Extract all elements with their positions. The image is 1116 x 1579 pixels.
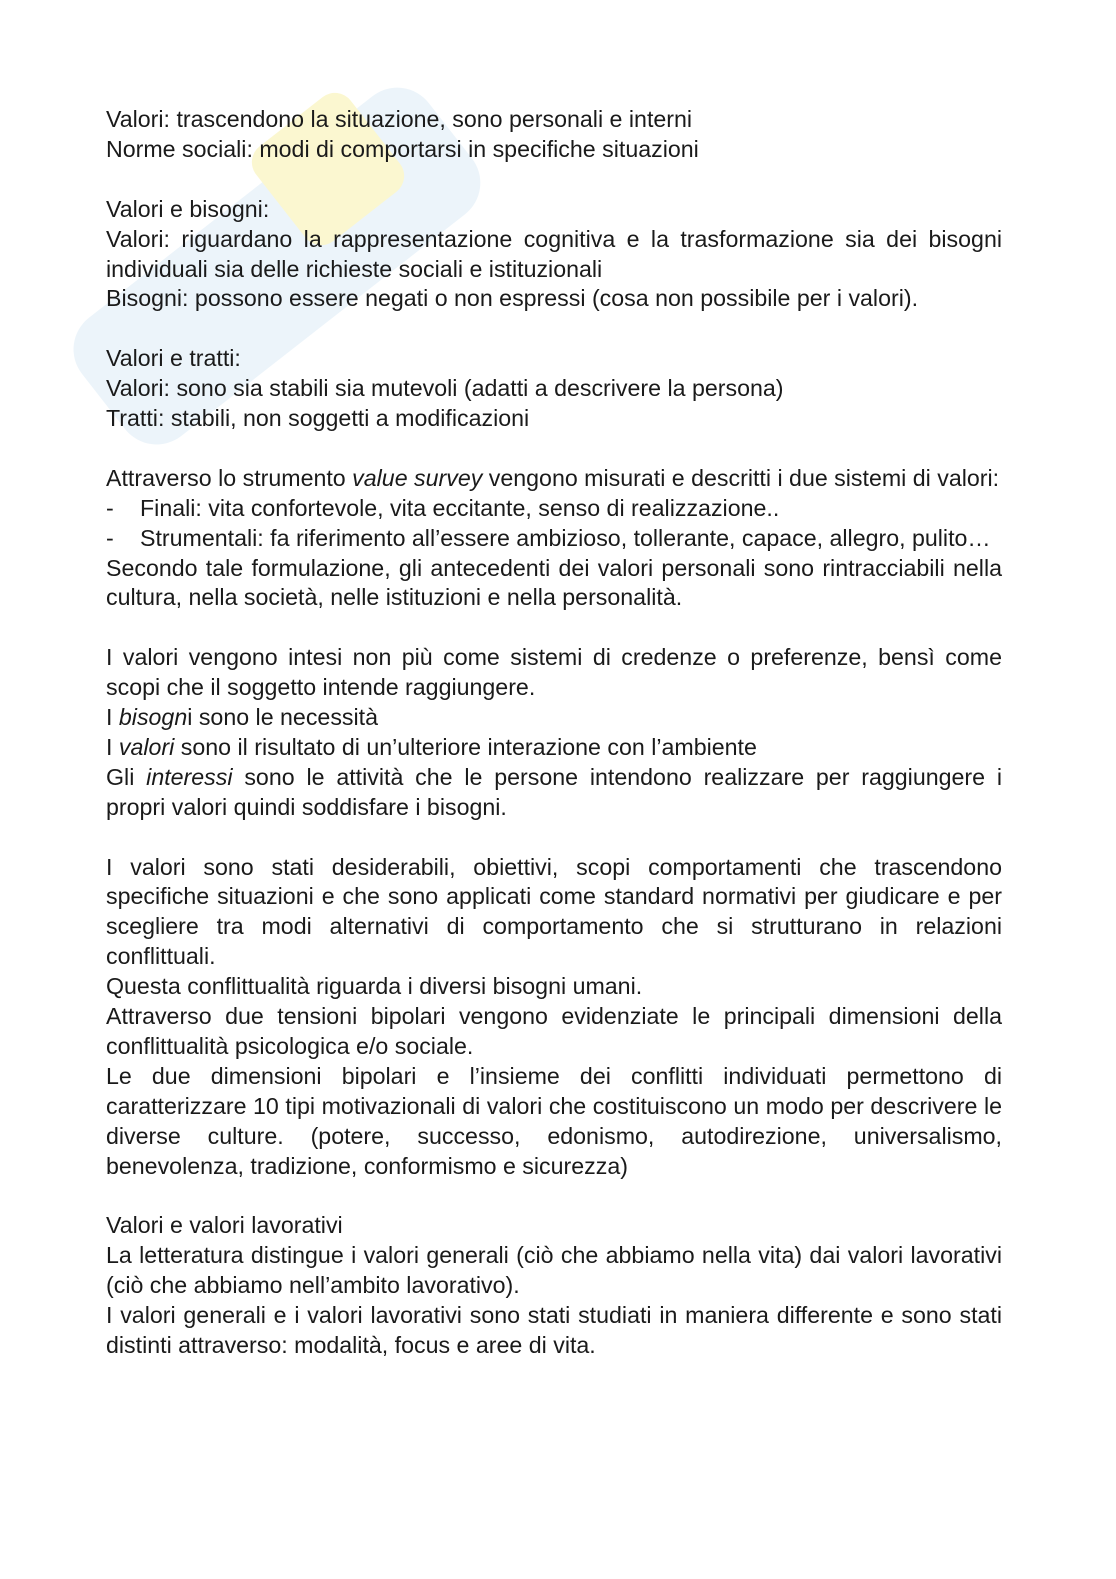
paragraph: Questa conflittualità riguarda i diversi bisogni umani. [106,973,643,1000]
paragraph: Bisogni: possono essere negati o non espressi (cosa non possibile per i valori). [106,285,919,312]
paragraph: I valori vengono intesi non più come sistemi di credenze o preferenze, bensì come scopi che il soggetto intende raggiungere. [106,644,1002,701]
bullet-list [106,494,1002,554]
section-heading: Valori e bisogni: [106,195,270,222]
list-item: - Strumentali: fa riferimento all’essere ambizioso, tollerante, capace, allegro, pulito… [106,524,1002,554]
paragraph: La letteratura distingue i valori generali (ciò che abbiamo nella vita) dai valori lavorativi (ciò che abbiamo nell’ambito lavorativo). [106,1242,1002,1299]
section-heading: Valori e tratti: [106,345,241,372]
paragraph: I bisogni sono le necessità [106,704,378,731]
paragraph: I valori sono stati desiderabili, obiettivi, scopi comportamenti che trascendono specifiche situazioni e che sono applicati come standard normativi per giudicare e per scegliere tra modi alternativi di comportamento che si strutturano in relazioni conflittuali. [106,853,1002,970]
paragraph: Attraverso due tensioni bipolari vengono evidenziate le principali dimensioni della conflittualità psicologica e/o sociale. [106,1003,1002,1060]
emphasis: interessi [146,763,233,790]
paragraph: Valori: sono sia stabili sia mutevoli (adatti a descrivere la persona) [106,375,784,402]
document-page [106,105,1002,1361]
text-line: Norme sociali: modi di comportarsi in specifiche situazioni [106,135,699,162]
emphasis: value survey [352,464,483,491]
paragraph: I valori sono il risultato di un’ulteriore interazione con l’ambiente [106,733,757,760]
paragraph: Gli interessi sono le attività che le persone intendono realizzare per raggiungere i propri valori quindi soddisfare i bisogni. [106,763,1002,820]
paragraph: Attraverso lo strumento value survey vengono misurati e descritti i due sistemi di valori: [106,464,1000,491]
paragraph: Valori: riguardano la rappresentazione cognitiva e la trasformazione sia dei bisogni individuali sia delle richieste sociali e istituzionali [106,225,1002,282]
emphasis: valori [118,733,175,760]
paragraph: Tratti: stabili, non soggetti a modificazioni [106,405,530,432]
paragraph: Secondo tale formulazione, gli antecedenti dei valori personali sono rintracciabili nella cultura, nella società, nelle istituzioni e nella personalità. [106,554,1002,611]
emphasis: bisogn [118,704,188,731]
section-heading: Valori e valori lavorativi [106,1212,343,1239]
list-item: - Finali: vita confortevole, vita eccitante, senso di realizzazione.. [106,494,1002,524]
text-line: Valori: trascendono la situazione, sono personali e interni [106,106,693,132]
paragraph: Le due dimensioni bipolari e l’insieme dei conflitti individuati permettono di caratterizzare 10 tipi motivazionali di valori che costituiscono un modo per descrivere le diverse culture. (potere, successo, edonismo, autodirezione, universalismo, benevolenza, tradizione, conformismo e sicurezza) [106,1062,1002,1179]
paragraph: I valori generali e i valori lavorativi sono stati studiati in maniera differente e sono stati distinti attraverso: modalità, focus e aree di vita. [106,1302,1002,1359]
